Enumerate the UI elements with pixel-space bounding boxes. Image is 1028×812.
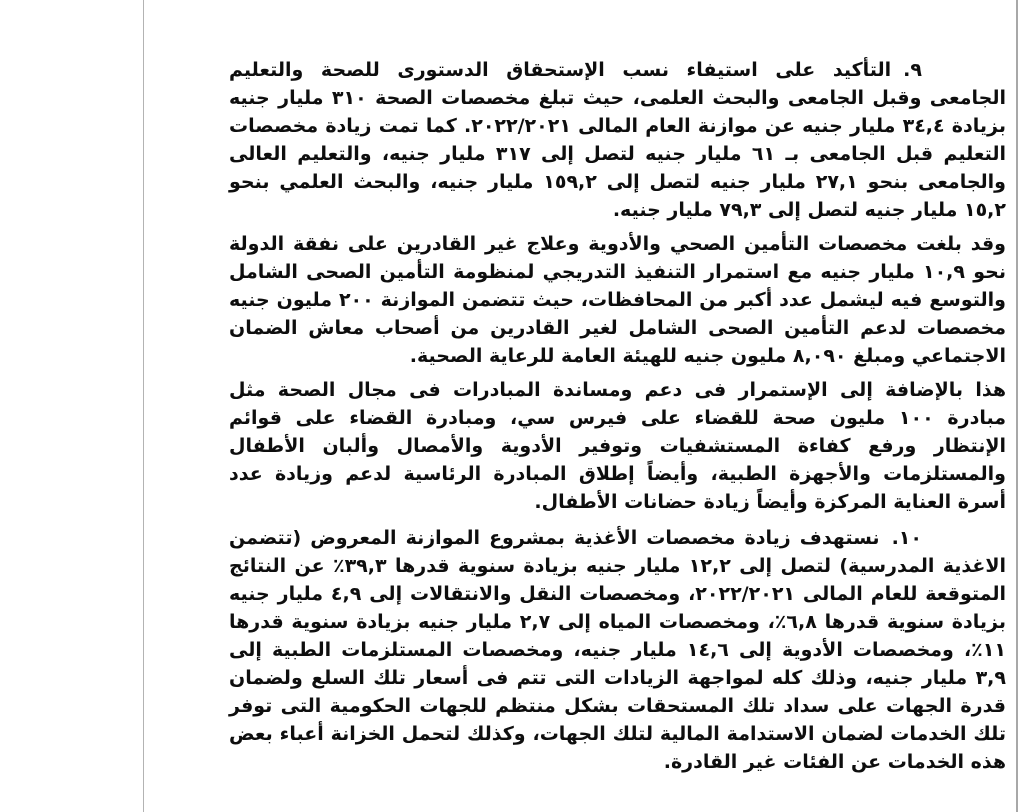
- numbered-paragraph: [229, 56, 1006, 224]
- paragraph-text: نستهدف زيادة مخصصات الأغذية بمشروع الموازنة المعروض (تتضمن الاغذية المدرسية) لتصل إلى ١٢,٢ مليار جنيه بزيادة سنوية قدرها ٣٩,٣٪ عن النتائج المتوقعة للعام المالى ٢٠٢٢/٢٠٢١، ومخصصات النقل والانتقالات إلى ٤,٩ مليار جنيه بزيادة سنوية قدرها ٦,٨٪، ومخصصات المياه إلى ٢,٧ مليار جنيه بزيادة سنوية قدرها ١١٪، ومخصصات الأدوية إلى ١٤,٦ مليار جنيه، ومخصصات المستلزمات الطبية إلى ٣,٩ مليار جنيه، وذلك كله لمواجهة الزيادات التى تتم فى أسعار تلك السلع ولضمان قدرة الجهات على سداد تلك المستحقات بشكل منتظم للجهات الحكومية التى توفر تلك الخدمات لضمان الاستدامة المالية لتلك الجهات، وكذلك لتحمل الخزانة أعباء بعض هذه الخدمات عن الفئات غير القادرة.: [229, 527, 1007, 773]
- numbered-paragraph: [229, 524, 1006, 776]
- list-item-9: [229, 56, 1006, 516]
- document-content: [229, 56, 1006, 782]
- page-left-border: [143, 0, 144, 812]
- list-number: ١٠.: [891, 527, 922, 549]
- paragraph-text: التأكيد على استيفاء نسب الإستحقاق الدستورى للصحة والتعليم الجامعى وقبل الجامعى والبحث العلمى، حيث تبلغ مخصصات الصحة ٣١٠ مليار جنيه بزيادة ٣٤,٤ مليار جنيه عن موازنة العام المالى ٢٠٢٢/٢٠٢١. كما تمت زيادة مخصصات التعليم قبل الجامعى بـ ٦١ مليار جنيه لتصل إلى ٣١٧ مليار جنيه، والتعليم العالى والجامعى بنحو ٢٧,١ مليار جنيه لتصل إلى ١٥٩,٢ مليار جنيه، والبحث العلمي بنحو ١٥,٢ مليار جنيه لتصل إلى ٧٩,٣ مليار جنيه.: [229, 59, 1007, 221]
- list-item-10: [229, 524, 1006, 776]
- list-number: ٩.: [903, 59, 922, 81]
- paragraph: وقد بلغت مخصصات التأمين الصحي والأدوية وعلاج غير القادرين على نفقة الدولة نحو ١٠,٩ مليار جنيه مع استمرار التنفيذ التدريجي لمنظومة التأمين الصحى الشامل والتوسع فيه ليشمل عدد أكبر من المحافظات، حيث تتضمن الموازنة ٢٠٠ مليون جنيه مخصصات لدعم التأمين الصحى الشامل لغير القادرين من أصحاب معاش الضمان الاجتماعي ومبلغ ٨,٠٩٠ مليون جنيه للهيئة العامة للرعاية الصحية.: [229, 233, 1007, 367]
- page-right-border: [1016, 0, 1018, 812]
- paragraph: هذا بالإضافة إلى الإستمرار فى دعم ومساندة المبادرات فى مجال الصحة مثل مبادرة ١٠٠ مليون صحة للقضاء على فيرس سي، ومبادرة القضاء على قوائم الإنتظار ورفع كفاءة المستشفيات وتوفير الأدوية والأمصال وألبان الأطفال والمستلزمات والأجهزة الطبية، وأيضاً إطلاق المبادرة الرئاسية لدعم وزيادة عدد أسرة العناية المركزة وأيضاً زيادة حضانات الأطفال.: [229, 379, 1006, 513]
